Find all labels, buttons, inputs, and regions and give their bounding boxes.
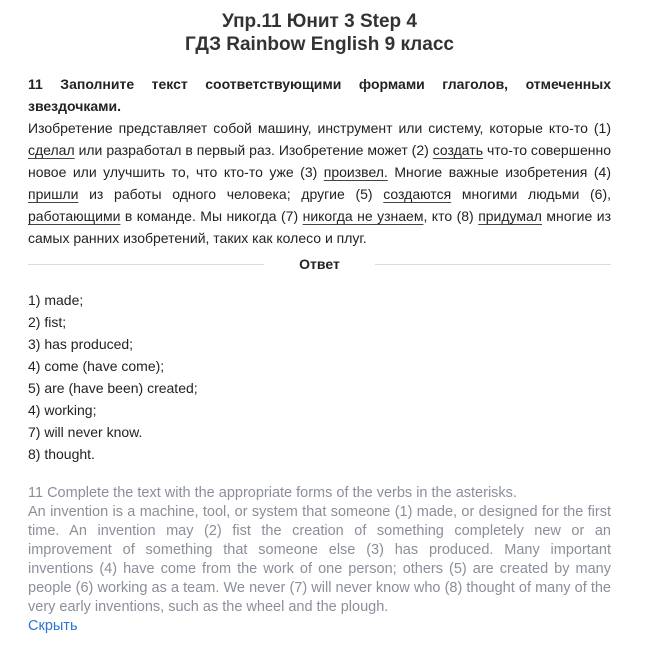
list-item: 2) fist; [28, 314, 67, 330]
task-text-part: многие из самых ранних изобретений, таких как колесо и плуг. [28, 208, 611, 246]
page-title [28, 10, 611, 56]
title-line-1: Упр.11 Юнит 3 Step 4 [221, 11, 418, 32]
task-text-part: многими людьми (6), [451, 186, 611, 202]
task-text-part: из работы одного человека; другие (5) [78, 186, 384, 202]
task-text [28, 117, 611, 249]
task-heading-line-1: 11 Заполните текст соответствующими формами глаголов, отмеченных [28, 76, 611, 92]
divider-line-right [375, 264, 611, 265]
list-item: 4) come (have come); [28, 358, 165, 374]
filled-word-5: создаются [383, 186, 452, 202]
list-item: 8) thought. [28, 446, 95, 462]
filled-word-8: придумал [478, 208, 542, 224]
answer-heading: Ответ [299, 256, 340, 272]
filled-word-2: создать [432, 142, 483, 158]
task-text-part: Изобретение представляет собой машину, инструмент или систему, которые кто-то (1) [28, 120, 611, 136]
page-content [28, 0, 611, 636]
answer-divider [28, 253, 611, 275]
title-line-2: ГДЗ Rainbow English 9 класс [185, 34, 454, 55]
translation-block [28, 484, 611, 617]
list-item: 4) working; [28, 402, 97, 418]
list-item: 3) has produced; [28, 336, 134, 352]
answer-list [28, 289, 611, 465]
filled-word-4: пришли [28, 186, 79, 202]
task-text-part: , кто (8) [423, 208, 479, 224]
task-text-part: Многие важные изобретения (4) [387, 164, 611, 180]
filled-word-3: произвел. [323, 164, 388, 180]
list-item: 5) are (have been) created; [28, 380, 198, 396]
list-item: 1) made; [28, 292, 84, 308]
filled-word-7: никогда не узнаем [302, 208, 424, 224]
task-text-part: что-то совершенно новое или улучшить то, что кто-то уже (3) [28, 142, 611, 180]
filled-word-6: работающими [28, 208, 121, 224]
translation-heading: 11 Complete the text with the appropriate forms of the verbs in the asterisks. [28, 485, 517, 501]
hide-link[interactable]: Скрыть [28, 618, 78, 634]
translation-text: An invention is a machine, tool, or system that someone (1) made, or designed for the first time. An invention may (2) fist the creation of something completely new or an improvement of something that someone else (3) has produced. Many important inventions (4) have come from the work of one person; others (5) are created by many people (6) working as a team. We never (7) will never know who (8) thought of many of the very early inventions, such as the wheel and the plough. [28, 504, 611, 615]
task-block [28, 73, 611, 249]
list-item: 7) will never know. [28, 424, 143, 440]
task-text-part: или разработал в первый раз. Изобретение может (2) [74, 142, 433, 158]
task-heading-line-2: звездочками. [28, 98, 121, 114]
task-text-part: в команде. Мы никогда (7) [120, 208, 303, 224]
filled-word-1: сделал [28, 142, 75, 158]
